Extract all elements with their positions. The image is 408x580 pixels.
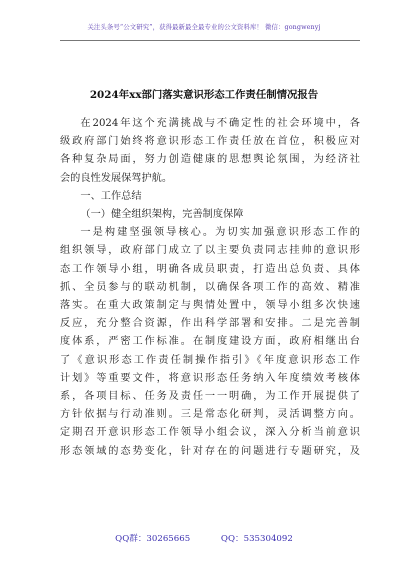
text-line: 了《意识形态工作责任制操作指引》《年度意识形态工作 xyxy=(60,354,360,366)
qq-group-number: QQ群：30265665 xyxy=(115,534,191,544)
text-line: 形态领域的态势变化，针对存在的问题进行专题研究，及 xyxy=(60,445,360,457)
text-line: 在2024年这个充满挑战与不确定性的社会环境中，各 xyxy=(80,118,360,129)
text-line: 级政府部门始终将意识形态工作责任放在首位，积极应对 xyxy=(60,136,360,148)
intro-paragraph xyxy=(60,115,360,188)
document-body xyxy=(60,115,360,461)
header-divider xyxy=(60,40,360,41)
body-paragraph xyxy=(60,224,360,461)
subsection-heading xyxy=(60,206,360,224)
text-line: 一是构建坚强领导核心。为切实加强意识形态工作的 xyxy=(80,227,360,239)
subsection-heading-text: （一）健全组织架构，完善制度保障 xyxy=(80,209,244,221)
text-line: 计划》等重要文件，将意识形态任务纳入年度绩效考核体 xyxy=(60,372,360,384)
text-line: 态工作领导小组，明确各成员职责，打造出总负责、具体 xyxy=(60,263,360,275)
text-line: 落实。在重大政策制定与舆情处置中，领导小组多次快速 xyxy=(60,300,360,312)
section-heading-text: 一、工作总结 xyxy=(80,190,142,202)
text-line: 定期召开意识形态工作领导小组会议，深入分析当前意识 xyxy=(60,427,360,439)
text-line: 组织领导，政府部门成立了以主要负责同志挂帅的意识形 xyxy=(60,245,360,257)
document-title: 2024年xx部门落实意识形态工作责任制情况报告 xyxy=(89,89,319,101)
text-line: 会的良性发展保驾护航。 xyxy=(60,172,173,184)
text-line: 度体系，严密工作标准。在制度建设方面，政府相继出台 xyxy=(60,336,360,348)
text-line: 抓、全员参与的联动机制，以确保各项工作的高效、精准 xyxy=(60,281,360,293)
text-line: 各种复杂局面，努力创造健康的思想舆论氛围，为经济社 xyxy=(60,154,360,166)
text-line: 系，各项目标、任务及责任一一明确，为工作开展提供了 xyxy=(60,391,360,403)
qq-number: QQ：535304092 xyxy=(220,534,293,544)
text-line: 方针依据与行动准则。三是常态化研判，灵活调整方向。 xyxy=(60,409,360,421)
footer-contact xyxy=(0,532,408,544)
text-line: 反应，充分整合资源，作出科学部署和安排。二是完善制 xyxy=(60,318,360,330)
section-heading xyxy=(60,188,360,206)
header-promo-note: 关注头条号“公文研究”，获得最新最全最专业的公文资料库！ 微信：gongwenyj xyxy=(87,23,321,31)
